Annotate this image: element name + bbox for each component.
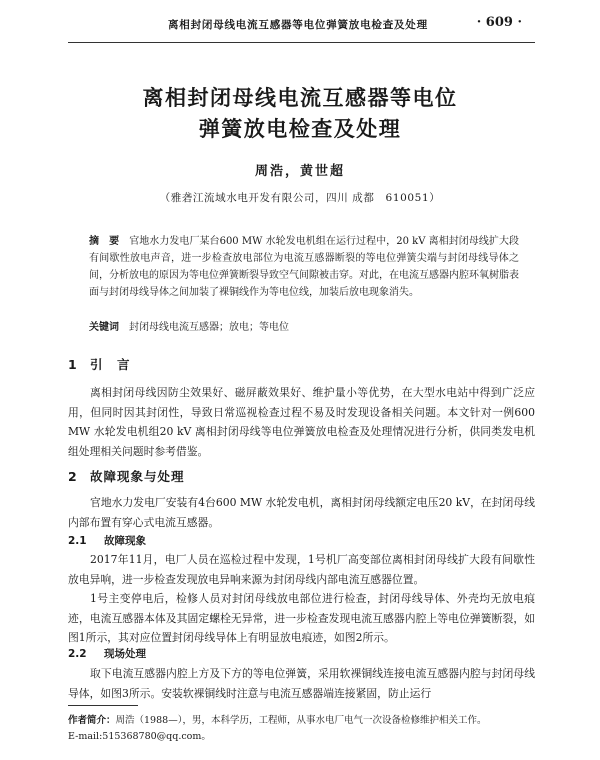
affiliation: （雅砻江流域水电开发有限公司，四川 成都 610051） xyxy=(159,192,441,204)
footnote-text: 周浩（1988—），男，本科学历，工程师，从事水电厂电气一次设备检修维护相关工作。 xyxy=(115,715,487,726)
subsection-heading-2-1 xyxy=(68,533,146,548)
abstract-label: 摘 要 xyxy=(89,236,120,247)
subsection-number: 2.1 xyxy=(68,535,87,547)
running-header xyxy=(0,17,600,37)
paragraph: 取下电流互感器内腔上方及下方的等电位弹簧，采用软裸铜线连接电流互感器内腔与封闭母线导体，如图3所示。安装软裸铜线时注意与电流互感器端连接紧固，防止运行 xyxy=(68,667,535,700)
footnote-rule xyxy=(68,705,138,706)
article-title xyxy=(0,83,600,145)
section-number: 1 xyxy=(68,357,78,372)
keywords-label: 关键词 xyxy=(89,322,119,333)
subsection-number: 2.2 xyxy=(68,648,87,660)
title-line-1: 离相封闭母线电流互感器等电位 xyxy=(142,86,458,110)
section-heading-1 xyxy=(68,355,131,373)
paragraph: 1号主变停电后，检修人员对封闭母线放电部位进行检查，封闭母线导体、外壳均无放电痕迹，电流互感器本体及其固定螺栓无异常，进一步检查发现电流互感器内腔上等电位弹簧断裂，如图1所示，其对应位置封闭母线导体上有明显放电痕迹，如图2所示。 xyxy=(68,592,535,644)
abstract-text: 官地水力发电厂某台600 MW 水轮发电机组在运行过程中，20 kV 离相封闭母线扩大段有间歇性放电声音，进一步检查放电部位为电流互感器断裂的等电位弹簧尖端与封闭母线导体之间，分析放电的原因为等电位弹簧断裂导致空气间隙被击穿。对此，在电流互感器内腔环氧树脂表面与封闭母线导体之间加装了裸铜线作为等电位线，加装后放电现象消失。 xyxy=(89,236,520,298)
keywords-text: 封闭母线电流互感器；放电；等电位 xyxy=(129,322,289,333)
footnote-label: 作者简介： xyxy=(68,715,116,726)
paragraph: 离相封闭母线因防尘效果好、磁屏蔽效果好、维护量小等优势，在大型水电站中得到广泛应用，但同时因其封闭性，导致日常巡视检查过程不易及时发现设备相关问题。本文针对一例600 MW 水轮发电机组20 kV 离相封闭母线等电位弹簧放电检查及处理情况进行分析，供同类发电机组处理相关问题时参考借鉴。 xyxy=(68,386,535,458)
section-heading-2 xyxy=(68,467,185,485)
section-number: 2 xyxy=(68,469,78,484)
header-rule xyxy=(68,42,535,43)
paragraph: 2017年11月，电厂人员在巡检过程中发现，1号机厂高变部位离相封闭母线扩大段有间歇性放电异响，进一步检查发现放电异响来源为封闭母线内部电流互感器位置。 xyxy=(68,553,535,586)
footnote-bio xyxy=(68,713,538,729)
page-number: · 609 · xyxy=(476,15,522,30)
running-title: 离相封闭母线电流互感器等电位弹簧放电检查及处理 xyxy=(168,19,428,31)
abstract xyxy=(89,233,519,301)
title-line-2: 弹簧放电检查及处理 xyxy=(198,117,402,141)
section-title: 故障现象与处理 xyxy=(90,469,185,484)
footnote-email: E-mail:515368780@qq.com。 xyxy=(68,731,211,742)
subsection-title: 故障现象 xyxy=(104,535,146,547)
subsection-title: 现场处理 xyxy=(104,648,146,660)
subsection-heading-2-2 xyxy=(68,646,146,661)
keywords xyxy=(89,319,519,336)
paragraph: 官地水力发电厂安装有4台600 MW 水轮发电机，离相封闭母线额定电压20 kV，在封闭母线内部布置有穿心式电流互感器。 xyxy=(68,496,535,529)
author-footnote xyxy=(68,713,538,745)
section-title: 引 言 xyxy=(90,357,131,372)
authors: 周浩，黄世超 xyxy=(254,164,345,179)
